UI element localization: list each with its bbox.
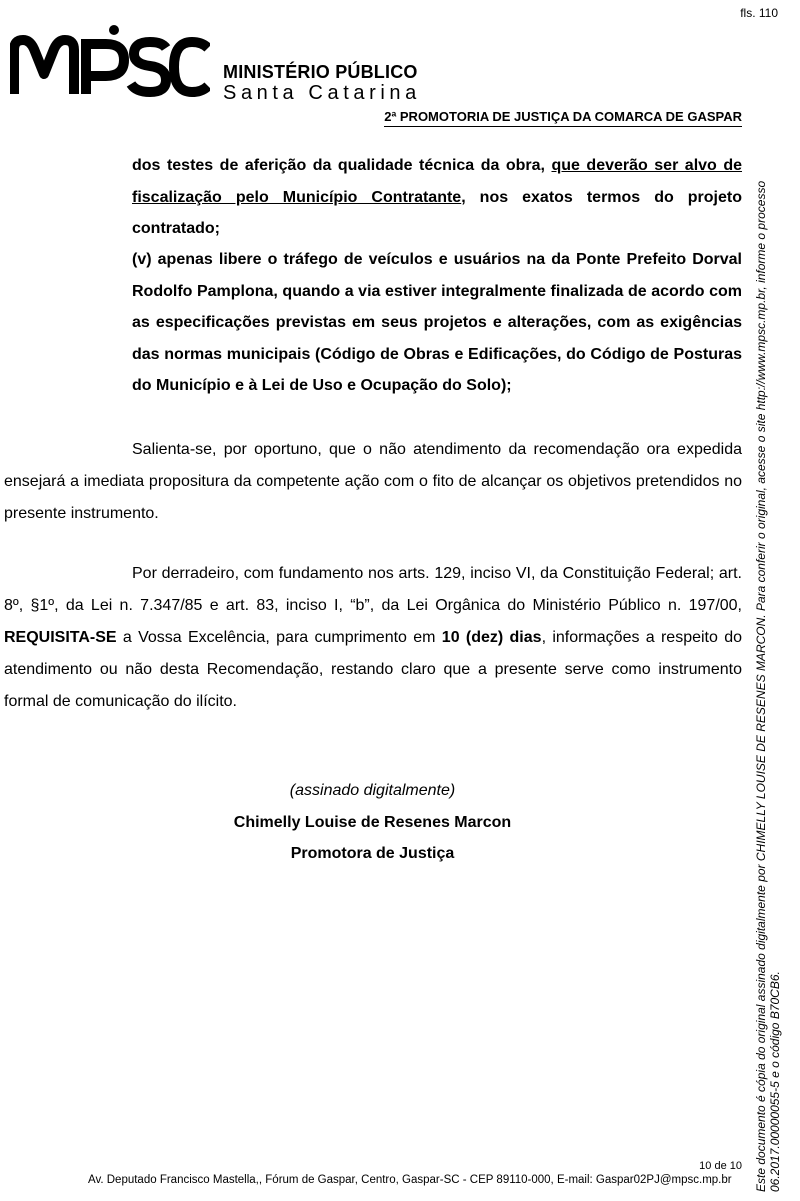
notice-line-2: 06.2017.00000055-5 e o código B70CB6. [768, 971, 782, 1192]
paragraph-item-continuation: dos testes de aferição da qualidade técnica da obra, que deverão ser alvo de fiscalização pelo Município Contratante, nos exatos termos do projeto contratado; [132, 157, 742, 237]
institution-name: MINISTÉRIO PÚBLICO [223, 62, 418, 82]
signature-note: (assinado digitalmente) [289, 782, 456, 799]
footer-address: Av. Deputado Francisco Mastella,, Fórum de Gaspar, Centro, Gaspar-SC - CEP 89110-000, E-mail: Gaspar02PJ@mpsc.mp.br [88, 1174, 732, 1186]
notice-line-1: Este documento é cópia do original assinado digitalmente por CHIMELLY LOUISE DE RESENES MARCON. Para conferir o original, acesse o site http://www.mpsc.mp.br, informe o processo [754, 180, 768, 1192]
paragraph-item-v: (v) apenas libere o tráfego de veículos e usuários na da Ponte Prefeito Dorval Rodolfo Pamplona, quando a via estiver integralmente finalizada de acordo com as especificações previstas em seus projetos e alterações, com as exigências das normas municipais (Código de Obras e Edificações, do Código de Posturas do Município e à Lei de Uso e Ocupação do Solo); [132, 251, 742, 394]
paragraph-requisita: Por derradeiro, com fundamento nos arts. 129, inciso VI, da Constituição Federal; art. 8º, §1º, da Lei n. 7.347/85 e art. 83, inciso I, “b”, da Lei Orgânica do Ministério Público n. 197/00, REQUISITA-SE a Vossa Excelência, para cumprimento em 10 (dez) dias, informações a respeito do atendimento ou não desta Recomendação, restando claro que a presente serve como instrumento formal de comunicação do ilícito. [4, 565, 743, 710]
paragraph-salienta: Salienta-se, por oportuno, que o não atendimento da recomendação ora expedida ensejará a imediata propositura da competente ação com o fito de alcançar os objetivos pretendidos no presente instrumento. [4, 441, 742, 522]
institution-state: Santa Catarina [223, 82, 421, 104]
mpsc-logo-mark [10, 22, 210, 102]
page-number: 10 de 10 [699, 1160, 742, 1172]
bold-text: REQUISITA-SE [4, 629, 117, 646]
signer-role: Promotora de Justiça [290, 845, 455, 862]
page-reference: fls. 110 [740, 6, 778, 20]
bold-deadline: 10 (dez) dias [441, 629, 542, 646]
mpsc-logo [10, 22, 430, 102]
underlined-text: que deverão ser alvo de fiscalização pelo Município Contratante [132, 157, 742, 206]
signer-name: Chimelly Louise de Resenes Marcon [233, 814, 512, 831]
office-name: 2ª PROMOTORIA DE JUSTIÇA DA COMARCA DE GASPAR [384, 109, 742, 127]
digital-signature-notice [754, 142, 782, 1192]
